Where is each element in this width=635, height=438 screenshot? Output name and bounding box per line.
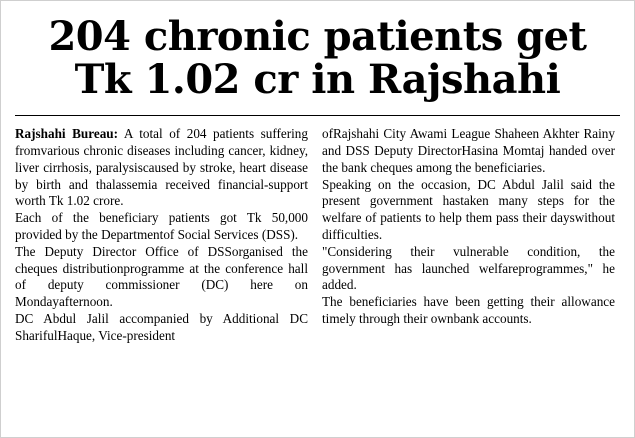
paragraph: The Deputy Director Office of DSSorganised the cheques distributionprogramme at the conference hall of deputy commissioner (DC) here on Mondayafternoon. (15, 243, 308, 310)
paragraph: Speaking on the occasion, DC Abdul Jalil said the present government hastaken many steps for the welfare of patients to help them pass their dayswithout difficulties. (322, 176, 615, 242)
paragraph: ofRajshahi City Awami League Shaheen Akhter Rainy and DSS Deputy DirectorHasina Momtaj handed over the bank cheques among the beneficiaries. (322, 126, 615, 175)
byline: Rajshahi Bureau: (15, 126, 119, 142)
paragraph: DC Abdul Jalil accompanied by Additional DC SharifulHaque, Vice-president (15, 310, 308, 343)
paragraph: "Considering their vulnerable condition, the government has launched welfareprogrammes," he added. (322, 243, 615, 293)
article-column-right (322, 126, 615, 327)
headline-line-2: Tk 1.02 cr in Rajshahi (74, 56, 561, 104)
headline-line-1: 204 chronic patients get (48, 13, 587, 60)
paragraph-text: A total of 204 patients suffering fromvarious chronic diseases including cancer, kidney, liver cirrhosis, paralysiscaused by stroke, heart disease by birth and thalassemia received financial-support worth Tk 1.02 crore. (15, 126, 308, 209)
paragraph: Each of the beneficiary patients got Tk 50,000 provided by the Departmentof Social Services (DSS). (15, 210, 308, 242)
article-body (15, 126, 620, 344)
paragraph: The beneficiaries have been getting their allowance timely through their ownbank accounts. (322, 294, 615, 326)
headline-divider (15, 115, 620, 116)
paragraph-lead (15, 126, 308, 210)
page-title (15, 13, 620, 104)
article-column-left (15, 126, 308, 344)
